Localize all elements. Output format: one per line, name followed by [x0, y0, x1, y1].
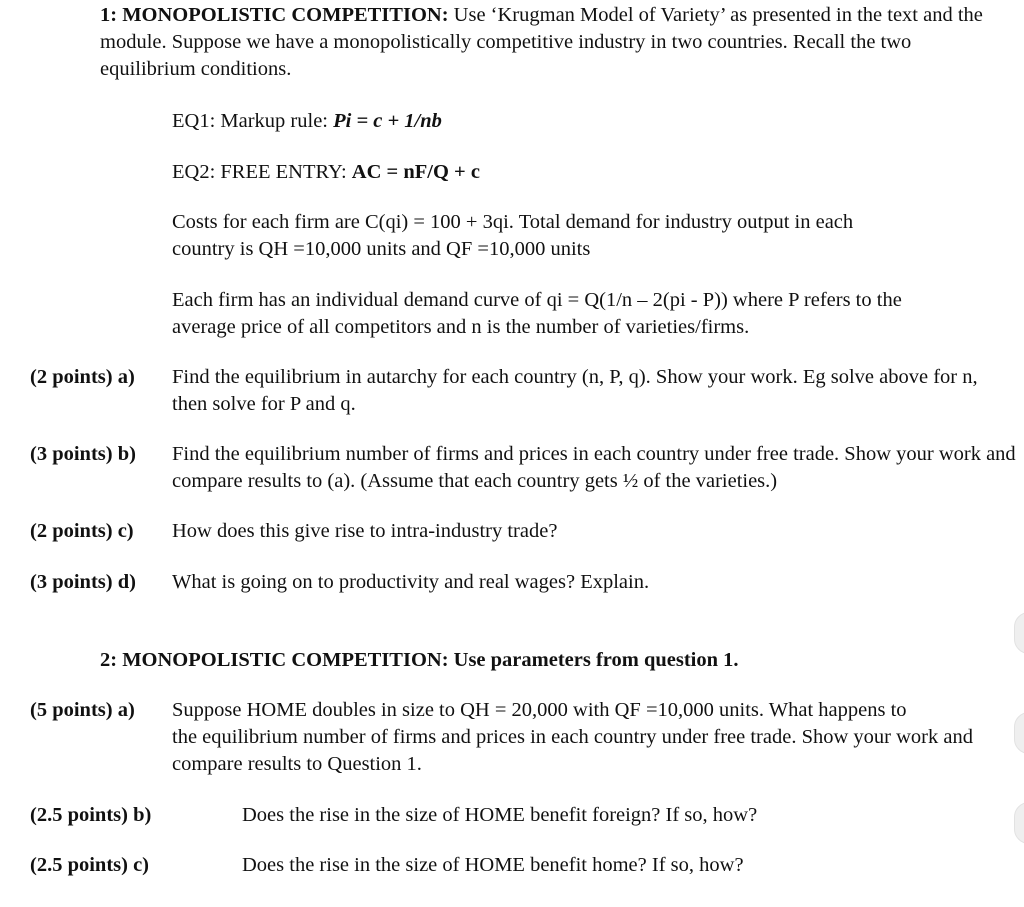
- q1d-points: (3 points) d): [30, 571, 136, 593]
- q1d-text: What is going on to productivity and real wages? Explain.: [172, 571, 650, 593]
- scroll-edge-marker: [1014, 802, 1024, 844]
- costs-line-1: Costs for each firm are C(qi) = 100 + 3qi. Total demand for industry output in each: [172, 211, 854, 233]
- demand-paragraph: [172, 287, 1012, 341]
- q1a-text: Find the equilibrium in autarchy for each country (n, P, q). Show your work. Eg solve above for n, then solve for P and q.: [172, 366, 978, 415]
- eq1-line: [172, 108, 1012, 135]
- q2b-text: Does the rise in the size of HOME benefit foreign? If so, how?: [242, 804, 758, 826]
- demand-line-1: Each firm has an individual demand curve of qi = Q(1/n – 2(pi - P)) where P refers to the: [172, 289, 902, 311]
- eq2-formula: AC = nF/Q + c: [351, 161, 480, 183]
- q1-heading: [100, 2, 1000, 83]
- q2a-points: (5 points) a): [30, 699, 135, 721]
- q2a-line-1: Suppose HOME doubles in size to QH = 20,000 with QF =10,000 units. What happens to: [172, 699, 907, 721]
- q1b-text: Find the equilibrium number of firms and prices in each country under free trade. Show your work and compare results to (a). (Assume that each country gets ½ of the varieties.): [172, 443, 1016, 492]
- q2c-points: (2.5 points) c): [30, 854, 150, 876]
- q2b-points: (2.5 points) b): [30, 804, 152, 826]
- q1c-text: How does this give rise to intra-industry trade?: [172, 520, 558, 542]
- costs-line-2: country is QH =10,000 units and QF =10,000 units: [172, 238, 591, 260]
- scroll-edge-marker: [1014, 612, 1024, 654]
- q2a-rest: the equilibrium number of firms and prices in each country under free trade. Show your work and compare results to Question 1.: [172, 726, 973, 775]
- q2c-text: Does the rise in the size of HOME benefit home? If so, how?: [242, 854, 744, 876]
- eq2-line: [172, 159, 1012, 186]
- demand-line-2: average price of all competitors and n is the number of varieties/firms.: [172, 316, 750, 338]
- eq1-formula: Pi = c + 1/nb: [333, 110, 442, 132]
- q1-heading-text: Use ‘Krugman Model of Variety’ as presented in the text and the module. Suppose we have a monopolistically competitive industry in two countries. Recall the two equilibrium conditions.: [100, 4, 983, 80]
- costs-paragraph: [172, 209, 1012, 263]
- q2a-text: [172, 697, 1017, 778]
- eq2-label: EQ2: FREE ENTRY:: [172, 161, 352, 183]
- q1-heading-number: 1: MONOPOLISTIC COMPETITION:: [100, 4, 449, 26]
- q2-heading: 2: MONOPOLISTIC COMPETITION: Use parameters from question 1.: [100, 649, 739, 671]
- q1b-points: (3 points) b): [30, 443, 136, 465]
- q1c-points: (2 points) c): [30, 520, 134, 542]
- eq1-label: EQ1: Markup rule:: [172, 110, 334, 132]
- q1a-points: (2 points) a): [30, 366, 135, 388]
